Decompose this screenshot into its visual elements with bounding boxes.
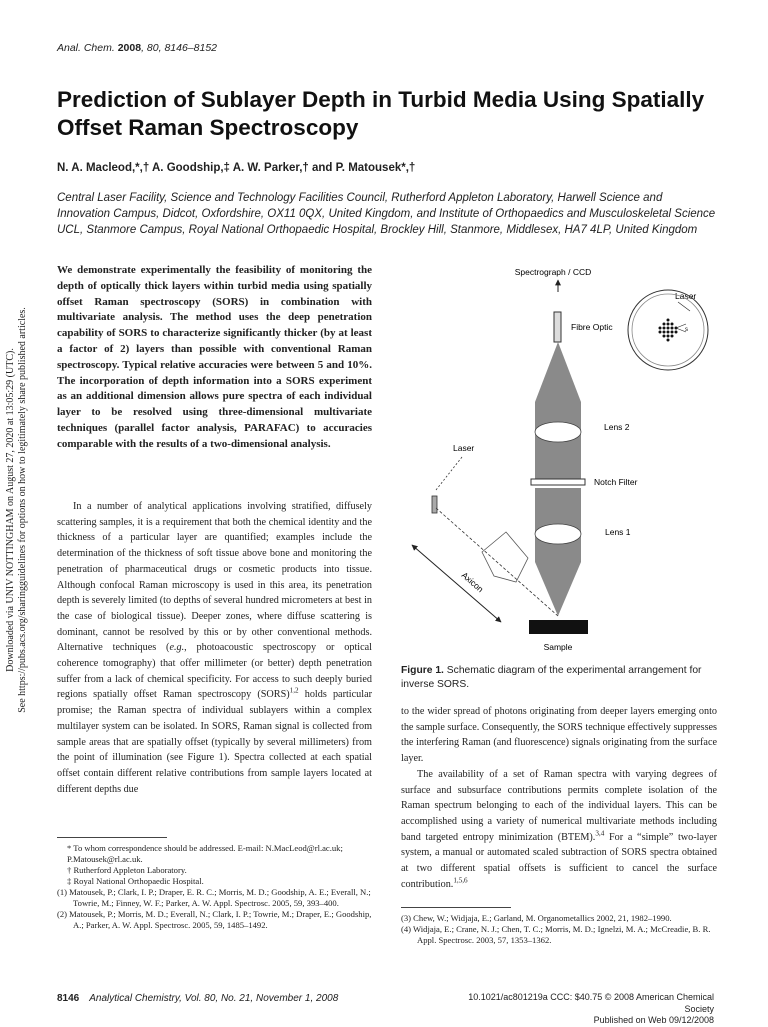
laser-ring-inner [632,294,704,366]
label-spectrograph: Spectrograph / CCD [514,267,592,277]
label-notch-filter: Notch Filter [594,477,638,487]
reference-2: (2) Matousek, P.; Morris, M. D.; Everall, N.; Clark, I. P.; Towrie, M.; Draper, E.; Goodship, A.; Parker, A. W. Appl. Spectrosc. 2005, 59, 1485–1492. [57,909,372,930]
body-text-right-column [401,704,717,892]
correspondence-note: * To whom correspondence should be addressed. E-mail: N.MacLeod@rl.ac.uk; P.Matousek@rl.ac.uk. [67,843,343,864]
affiliation-note-orthopaedic: ‡ Royal National Orthopaedic Hospital. [67,876,204,886]
download-notice-line-2: See https://pubs.acs.org/sharingguidelines for options on how to legitimately share published articles. [17,307,28,713]
reference-4: (4) Widjaja, E.; Crane, N. J.; Chen, T. C.; Morris, M. D.; Ignelzi, M. A.; McCreadie, B. R. Appl. Spectrosc. 2003, 57, 1353–1362. [401,924,711,945]
sample-block [529,620,588,634]
laser-ring-outer [628,290,708,370]
label-spatial-offset: s [685,327,688,333]
download-notice-line-1: Downloaded via UNIV NOTTINGHAM on August 27, 2020 at 13:05:29 (UTC). [5,348,16,672]
label-axicon: Axicon [459,569,486,595]
abstract: We demonstrate experimentally the feasibility of monitoring the depth of optically thick layers within turbid media using spatially offset Raman spectroscopy (SORS) in combination with multivariate analysis. The method uses the deep penetration capability of SORS to characterize significantly thicker (by at least a factor of 2) layers than possible with conventional Raman spectroscopy. Typical relative accuracies were between 5 and 10%. The incorporation of depth information into a SORS experiment as an additional dimension allows pure spectra of each individual layer to be resolved using three-dimensional multivariate techniques (parallel factor analysis, PARAFAC) to accuracies comparable with the results of a two-dimensional analysis. [57,264,372,450]
figure-1-diagram [398,262,718,657]
label-fibre-optic: Fibre Optic [571,322,613,332]
footnote-divider-left [57,837,167,838]
laser-guide-line [436,457,462,490]
published-line: Published on Web 09/12/2008 [593,1015,714,1025]
body-text-left-column: In a number of analytical applications involving stratified, diffusely scattering samples, it is a requirement that both the chemical identity and the thickness of a particular layer are quantified; examples include the determination of the thickness of soft tissue above bone and monitoring the penetration of pharmaceutical drugs or cosmetic products into tissue. Although confocal Raman microscopy is used in this area, its penetration depth is severely limited (to depths of several hundred micrometers at best in the case of biological tissue). Deeper zones, where diffuse scattering is dominant, cannot be resolved by this or by other conventional methods. Alternative techniques (e.g., photoacoustic spectroscopy or optical coherence tomography) that offer millimeter (or better) depth penetration suffer from a lack of chemical specificity. For access to such deeply buried regions spatially offset Raman spectroscopy (SORS)$^{1,2}$ holds particular promise; the Raman spectra of individual sublayers within a complex multilayer system can be isolated. In SORS, Raman signal is collected from sample areas that are spatially offset (typically by several millimeters) from the point of illumination (see Figure 1). Spectra collected at each spatial offset contain different relative contributions from sample layers located at different depths due [57,501,372,795]
label-lens-2: Lens 2 [604,422,630,432]
footnotes-left [57,843,372,931]
footer-journal: Analytical Chemistry, Vol. 80, No. 21, November 1, 2008 [89,993,339,1004]
notch-filter [531,479,585,485]
page-number: 8146 [57,993,80,1004]
fibre-optic-bundle [554,312,561,342]
paragraph: to the wider spread of photons originating from deeper layers emerging onto the sample surface. Consequently, the SORS technique effectively suppresses the interfering Raman (and fluorescence) signals originating from the surface layer. [401,706,718,765]
page-footer-left [57,993,338,1004]
doi-line: 10.1021/ac801219a CCC: $40.75 © 2008 American Chemical Society [468,992,714,1014]
author-list: N. A. Macleod,*,† A. Goodship,‡ A. W. Parker,† and P. Matousek*,† [57,162,416,174]
reference-1: (1) Matousek, P.; Clark, I. P.; Draper, E. R. C.; Morris, M. D.; Goodship, A. E.; Everall, N.; Towrie, M.; Finney, W. F.; Parker, A. W. Appl. Spectrosc. 2005, 59, 393–400. [57,887,371,908]
reference-3: (3) Chew, W.; Widjaja, E.; Garland, M. Organometallics 2002, 21, 1982–1990. [401,913,672,923]
lens-1 [535,524,581,544]
label-sample: Sample [543,642,573,652]
paragraph: The availability of a set of Raman spectra with varying degrees of surface and subsurface contributions permits complete isolation of the Raman spectrum belonging to each of the individual layers. This can be accomplished using a variety of numerical multivariate methods including band targeted entropy minimization (BTEM).$^{3,4}$ For a “simple” two-layer system, a manual or automated scaled subtraction of SORS spectra obtained at two different spatial offsets is sufficient to cancel the surface contribution.$^{1,5,6}$ [401,768,717,890]
journal-citation: Anal. Chem. 2008, 80, 8146–8152 [57,42,217,54]
lens-2 [535,422,581,442]
article-title: Prediction of Sublayer Depth in Turbid Media Using Spatially Offset Raman Spectroscopy [57,87,705,140]
collection-beam-upper [535,342,581,482]
page-footer-right [440,992,714,1027]
affiliation: Central Laser Facility, Science and Technology Facilities Council, Rutherford Appleton Laboratory, Harwell Science and Innovation Campus, Didcot, Oxfordshire, OX11 0QX, United Kingdom, and Institute of Orthopaedics and Musculoskeletal Science UCL, Stanmore Campus, Royal National Orthopaedic Hospital, Brockley Hill, Stanmore, Middlesex, HA7 4LP, United Kingdom [57,192,716,236]
label-lens-1: Lens 1 [605,527,631,537]
figure-1-caption: Figure 1. Schematic diagram of the experimental arrangement for inverse SORS. [401,665,702,690]
fibre-bundle-end [659,319,678,342]
label-laser-ring: Laser [675,291,697,301]
collection-beam-lower [535,488,581,616]
affiliation-note-rutherford: † Rutherford Appleton Laboratory. [67,865,187,875]
axicon-element [482,532,528,582]
label-laser-input: Laser [453,443,475,453]
axicon-translation-arrow [412,545,501,622]
laser-mirror [432,496,437,513]
download-notice [5,300,27,720]
laser-ring-pointer [678,302,690,311]
footnotes-right [401,913,717,946]
footnote-divider-right [401,907,511,908]
